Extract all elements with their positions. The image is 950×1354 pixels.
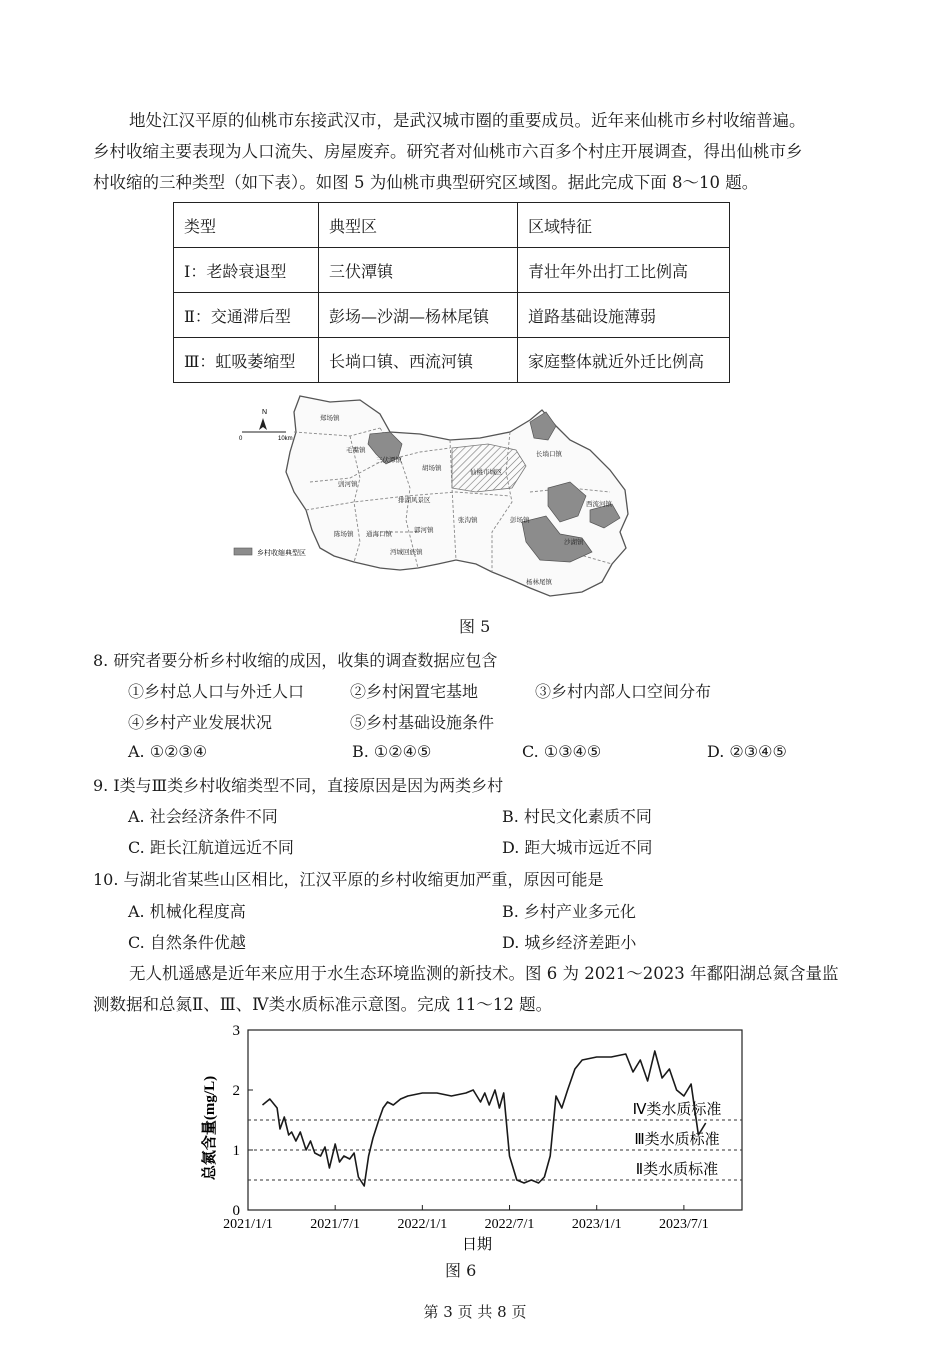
table-cell: 三伏潭镇 <box>319 248 518 293</box>
q9-option-a[interactable]: A. 社会经济条件不同 <box>128 807 278 826</box>
q8-item: ①乡村总人口与外迁人口 <box>128 682 305 701</box>
x-tick-label: 2023/7/1 <box>658 1217 709 1232</box>
q8-item: ③乡村内部人口空间分布 <box>535 682 712 701</box>
town-label: 剅河镇 <box>338 481 358 488</box>
passage-line: 无人机遥感是近年来应用于水生态环境监测的新技术。图 6 为 2021～2023 年鄱阳湖总氮含量监 <box>129 964 839 983</box>
q8-item: ④乡村产业发展状况 <box>128 713 273 732</box>
table-row <box>174 293 730 338</box>
q9-option-c[interactable]: C. 距长江航道远近不同 <box>128 838 294 857</box>
table-header-row <box>174 203 730 248</box>
passage-line: 测数据和总氮Ⅱ、Ⅲ、Ⅳ类水质标准示意图。完成 11～12 题。 <box>93 995 553 1014</box>
table-cell: 道路基础设施薄弱 <box>518 293 730 338</box>
scale-label: 10km <box>278 436 293 442</box>
q9-option-d[interactable]: D. 距大城市远近不同 <box>502 838 653 857</box>
y-axis-label: 总氮含量(mg/L) <box>202 1075 218 1181</box>
threshold-label: Ⅱ类水质标准 <box>635 1162 719 1178</box>
passage-intro <box>93 105 863 198</box>
table-cell: 彭场—沙湖—杨林尾镇 <box>319 293 518 338</box>
y-tick-label: 0 <box>232 1203 240 1219</box>
town-label: 三伏潭镇 <box>376 457 402 464</box>
y-axis-ticks <box>233 1023 254 1219</box>
town-label: 彭场镇 <box>510 517 530 524</box>
y-tick-label: 1 <box>232 1143 240 1159</box>
legend-label: 乡村收缩典型区 <box>257 550 306 557</box>
table-header: 区域特征 <box>518 203 730 248</box>
town-label: 通海口镇 <box>366 531 392 538</box>
q8-stem: 8. 研究者要分析乡村收缩的成因，收集的调查数据应包含 <box>93 651 498 670</box>
q10-option-c[interactable]: C. 自然条件优越 <box>128 933 246 952</box>
y-tick-label: 2 <box>232 1083 240 1099</box>
town-label: 沙湖镇 <box>564 539 584 546</box>
q10-stem: 10. 与湖北省某些山区相比，江汉平原的乡村收缩更加严重，原因可能是 <box>93 870 604 889</box>
passage-line: 地处江汉平原的仙桃市东接武汉市，是武汉城市圈的重要成员。近年来仙桃市乡村收缩普遍。 <box>129 111 806 130</box>
north-arrow-icon <box>259 418 267 430</box>
table-cell: Ⅰ：老龄衰退型 <box>174 248 319 293</box>
x-tick-label: 2023/1/1 <box>571 1217 622 1232</box>
town-label: 陈场镇 <box>334 531 354 538</box>
x-tick-label: 2022/1/1 <box>397 1217 448 1232</box>
q8-item: ⑤乡村基础设施条件 <box>350 713 495 732</box>
shrinkage-type-table <box>173 202 730 383</box>
page-footer: 第 3 页 共 8 页 <box>423 1303 527 1321</box>
passage-remote-sensing <box>93 958 863 1020</box>
q9-option-b[interactable]: B. 村民文化素质不同 <box>502 807 652 826</box>
q10-option-a[interactable]: A. 机械化程度高 <box>128 902 246 921</box>
town-label: 沔城回族镇 <box>390 549 423 556</box>
town-label: 排湖风景区 <box>398 497 431 504</box>
town-label: 张沟镇 <box>458 517 478 524</box>
nitrogen-chart <box>190 1016 760 1256</box>
figure5-caption: 图 5 <box>459 617 491 636</box>
town-label: 毛嘴镇 <box>346 447 366 454</box>
threshold-label: Ⅳ类水质标准 <box>632 1102 722 1118</box>
town-label: 西流河镇 <box>586 501 612 508</box>
table-cell: 青壮年外出打工比例高 <box>518 248 730 293</box>
x-tick-label: 2021/1/1 <box>223 1217 273 1232</box>
town-label: 郑场镇 <box>320 415 340 422</box>
q10-option-b[interactable]: B. 乡村产业多元化 <box>502 902 636 921</box>
table-cell: 长埫口镇、西流河镇 <box>319 338 518 383</box>
table-header: 类型 <box>174 203 319 248</box>
threshold-lines <box>248 1100 742 1180</box>
x-tick-label: 2022/7/1 <box>484 1217 535 1232</box>
town-label: 郭河镇 <box>414 527 434 534</box>
north-label: N <box>262 409 268 416</box>
threshold-label: Ⅲ类水质标准 <box>634 1132 720 1148</box>
table-header: 典型区 <box>319 203 518 248</box>
table-row <box>174 248 730 293</box>
x-tick-label: 2021/7/1 <box>310 1217 361 1232</box>
q9-stem: 9. Ⅰ类与Ⅲ类乡村收缩类型不同，直接原因是因为两类乡村 <box>93 776 504 795</box>
figure6-caption: 图 6 <box>445 1261 477 1280</box>
table-cell: Ⅱ：交通滞后型 <box>174 293 319 338</box>
q10-option-d[interactable]: D. 城乡经济差距小 <box>502 933 637 952</box>
table-cell: 家庭整体就近外迁比例高 <box>518 338 730 383</box>
town-label: 仙桃市城区 <box>470 469 503 476</box>
x-axis-ticks <box>223 1205 709 1232</box>
table-row <box>174 338 730 383</box>
town-label: 胡场镇 <box>422 465 442 472</box>
table-cell: Ⅲ：虹吸萎缩型 <box>174 338 319 383</box>
q8-option-b[interactable]: B. ①②④⑤ <box>352 742 432 761</box>
q8-option-d[interactable]: D. ②③④⑤ <box>707 742 787 761</box>
town-label: 长埫口镇 <box>536 451 562 458</box>
x-axis-label: 日期 <box>461 1237 493 1253</box>
q8-option-a[interactable]: A. ①②③④ <box>128 742 208 761</box>
legend-swatch <box>234 548 252 555</box>
passage-line: 村收缩的三种类型（如下表）。如图 5 为仙桃市典型研究区域图。据此完成下面 8～10 题。 <box>93 173 759 192</box>
xiantao-map <box>230 392 650 608</box>
scale-zero: 0 <box>239 436 243 442</box>
town-label: 杨林尾镇 <box>526 579 552 586</box>
passage-line: 乡村收缩主要表现为人口流失、房屋废弃。研究者对仙桃市六百多个村庄开展调查，得出仙桃市乡 <box>93 142 803 161</box>
y-tick-label: 3 <box>232 1023 240 1039</box>
q8-item: ②乡村闲置宅基地 <box>350 682 479 701</box>
q8-option-c[interactable]: C. ①③④⑤ <box>522 742 602 761</box>
